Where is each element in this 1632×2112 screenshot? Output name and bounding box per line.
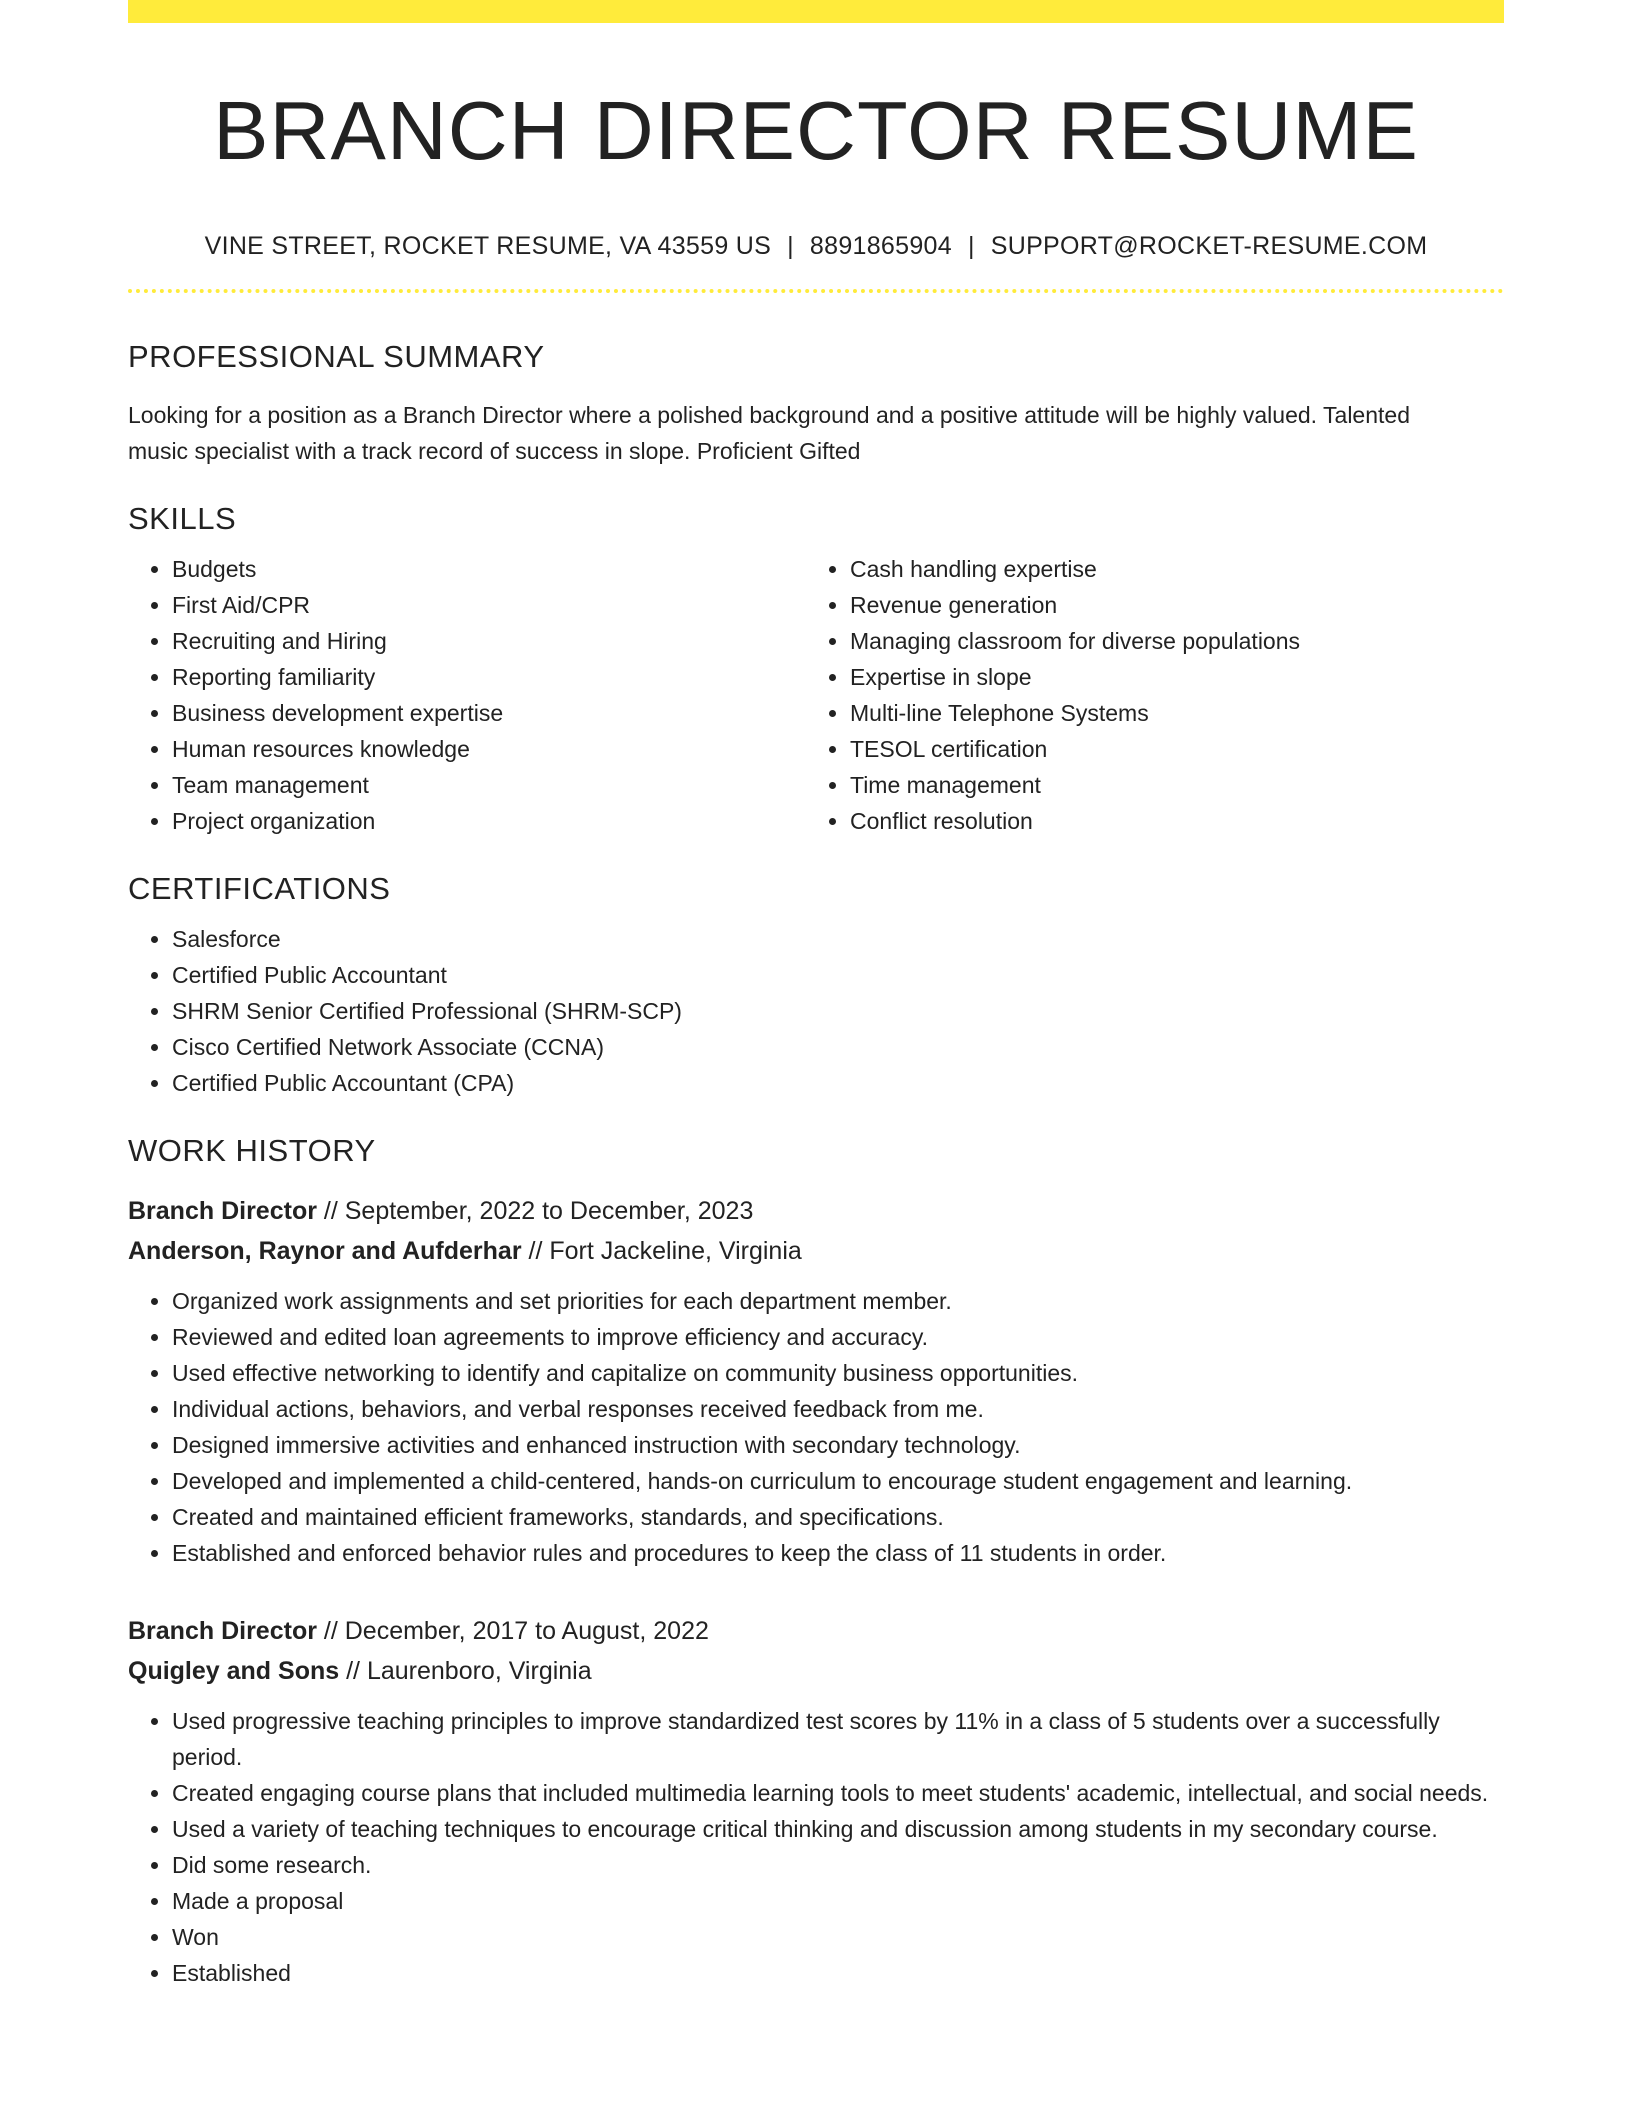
skill-item: • Time management (850, 767, 1484, 803)
job-dates: // December, 2017 to August, 2022 (316, 1617, 709, 1646)
job-title: Branch Director (128, 1197, 317, 1226)
certification-item: • Certified Public Accountant (172, 957, 1504, 993)
job-bullet: • Used effective networking to identify and capitalize on community business opportunities. (172, 1355, 1504, 1391)
section-heading-work-history: WORK HISTORY (128, 1133, 376, 1169)
job-company-line (128, 1651, 1504, 1691)
job-bullet: • Designed immersive activities and enhanced instruction with secondary technology. (172, 1427, 1504, 1463)
contact-separator: | (967, 232, 975, 261)
professional-summary-section (128, 339, 1504, 469)
job-bullet: • Created engaging course plans that included multimedia learning tools to meet students' academic, intellectual, and social needs. (172, 1775, 1504, 1811)
job-title-line (128, 1611, 1504, 1651)
section-heading-summary: PROFESSIONAL SUMMARY (128, 339, 545, 375)
job-company: Anderson, Raynor and Aufderhar (128, 1237, 522, 1266)
job-bullet: • Created and maintained efficient frameworks, standards, and specifications. (172, 1499, 1504, 1535)
job-bullet: • Reviewed and edited loan agreements to improve efficiency and accuracy. (172, 1319, 1504, 1355)
job-responsibilities (128, 1283, 1504, 1571)
contact-separator: | (787, 232, 794, 261)
skill-item: • Managing classroom for diverse populations (850, 623, 1484, 659)
top-accent-bar (128, 0, 1504, 23)
skill-item: • Business development expertise (172, 695, 806, 731)
job-bullet: • Won (172, 1919, 1504, 1955)
resume-page (128, 0, 1504, 1991)
contact-phone: 8891865904 (809, 232, 952, 261)
skills-columns (128, 551, 1504, 839)
job-responsibilities (128, 1703, 1504, 1991)
summary-text: Looking for a position as a Branch Director where a polished background and a positive attitude will be highly valued. Talented music specialist with a track record of success in slope. Proficient Gifted (128, 402, 1410, 465)
certification-item: • Salesforce (172, 921, 1504, 957)
job-bullet: • Made a proposal (172, 1883, 1504, 1919)
skill-item: • Conflict resolution (850, 803, 1484, 839)
job-dates: // September, 2022 to December, 2023 (316, 1197, 754, 1226)
skill-item: • Budgets (172, 551, 806, 587)
job-entry (128, 1611, 1504, 1991)
job-bullet: • Established and enforced behavior rules and procedures to keep the class of 11 students in order. (172, 1535, 1504, 1571)
job-bullet: • Did some research. (172, 1847, 1504, 1883)
job-bullet: • Used progressive teaching principles to improve standardized test scores by 11% in a class of 5 students over a successfully period. (172, 1703, 1504, 1775)
skill-item: • Project organization (172, 803, 806, 839)
contact-address: VINE STREET, ROCKET RESUME, VA 43559 US (204, 232, 772, 261)
job-bullet: • Established (172, 1955, 1504, 1991)
contact-email: SUPPORT@ROCKET-RESUME.COM (990, 232, 1428, 261)
section-heading-certifications: CERTIFICATIONS (128, 871, 391, 907)
skill-item: • Cash handling expertise (850, 551, 1484, 587)
skill-item: • Recruiting and Hiring (172, 623, 806, 659)
skills-column-right (806, 551, 1484, 839)
skill-item: • Reporting familiarity (172, 659, 806, 695)
job-entry (128, 1191, 1504, 1571)
job-bullet: • Used a variety of teaching techniques to encourage critical thinking and discussion among students in my secondary course. (172, 1811, 1504, 1847)
certification-item: • Cisco Certified Network Associate (CCNA) (172, 1029, 1504, 1065)
skills-list-right (806, 551, 1484, 839)
section-heading-skills: SKILLS (128, 501, 237, 537)
skill-item: • TESOL certification (850, 731, 1484, 767)
certification-item: • SHRM Senior Certified Professional (SHRM-SCP) (172, 993, 1504, 1029)
header-divider (128, 289, 1504, 293)
skill-item: • Revenue generation (850, 587, 1484, 623)
contact-line (128, 232, 1504, 261)
skills-list-left (128, 551, 806, 839)
job-bullet: • Organized work assignments and set priorities for each department member. (172, 1283, 1504, 1319)
job-location: // Fort Jackeline, Virginia (521, 1237, 802, 1266)
skill-item: • First Aid/CPR (172, 587, 806, 623)
skills-column-left (128, 551, 806, 839)
job-title: Branch Director (128, 1617, 317, 1646)
skills-section (128, 501, 1504, 839)
job-company: Quigley and Sons (128, 1657, 340, 1686)
skill-item: • Human resources knowledge (172, 731, 806, 767)
job-location: // Laurenboro, Virginia (339, 1657, 592, 1686)
skill-item: • Multi-line Telephone Systems (850, 695, 1484, 731)
certifications-section (128, 871, 1504, 1101)
work-history-section (128, 1133, 1504, 1991)
resume-title: BRANCH DIRECTOR RESUME (213, 84, 1419, 177)
certifications-list (128, 921, 1504, 1101)
job-company-line (128, 1231, 1504, 1271)
skill-item: • Team management (172, 767, 806, 803)
job-bullet: • Individual actions, behaviors, and verbal responses received feedback from me. (172, 1391, 1504, 1427)
job-title-line (128, 1191, 1504, 1231)
job-bullet: • Developed and implemented a child-centered, hands-on curriculum to encourage student engagement and learning. (172, 1463, 1504, 1499)
certification-item: • Certified Public Accountant (CPA) (172, 1065, 1504, 1101)
skill-item: • Expertise in slope (850, 659, 1484, 695)
